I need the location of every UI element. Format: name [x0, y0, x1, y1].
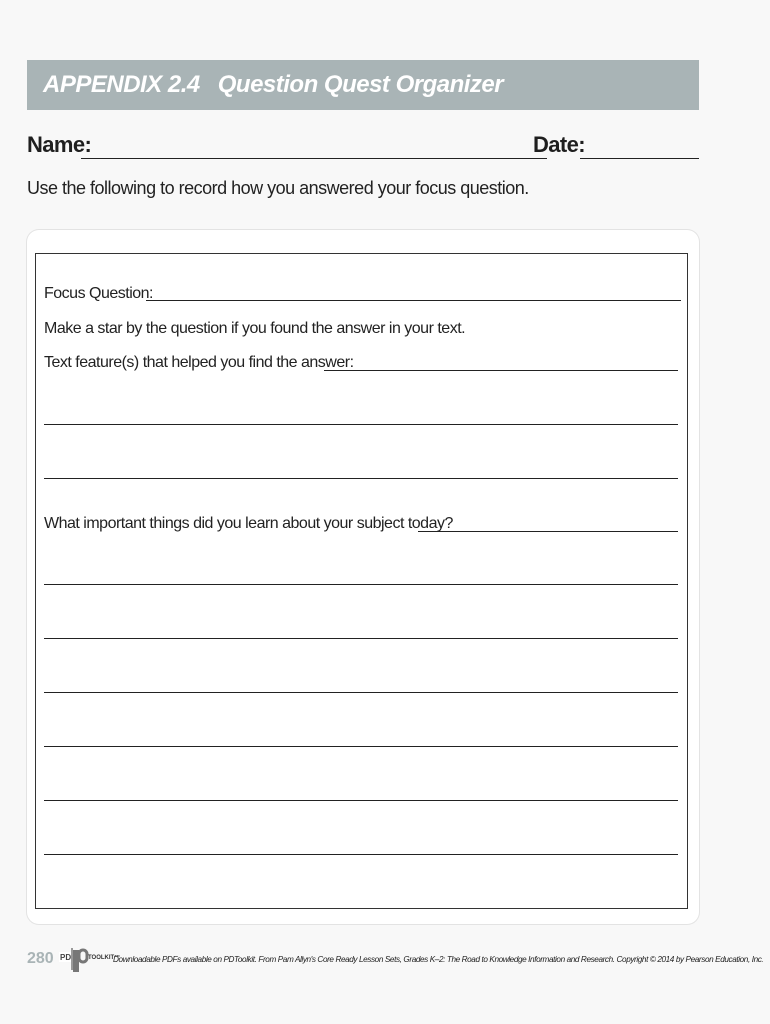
learn-line[interactable] — [44, 638, 678, 639]
footer-citation: Downloadable PDFs available on PDToolkit. From Pam Allyn's Core Ready Lesson Sets, Grades K–2: The Road to Knowledge Information and Research. Copyright © 2014 by Pearson Education, Inc. — [113, 955, 764, 964]
appendix-label: APPENDIX 2.4 — [43, 71, 200, 98]
learn-line[interactable] — [44, 692, 678, 693]
learn-line[interactable] — [44, 584, 678, 585]
toolkit-label: TOOLKIT™ — [88, 955, 121, 961]
learn-line[interactable] — [44, 800, 678, 801]
focus-question-label: Focus Question: — [44, 285, 153, 302]
page-footer — [27, 946, 764, 976]
page-number: 280 — [27, 950, 54, 967]
name-date-row — [27, 132, 699, 162]
focus-question-field[interactable] — [146, 300, 681, 301]
date-field[interactable] — [580, 158, 699, 159]
answer-line[interactable] — [44, 424, 678, 425]
form-frame — [35, 253, 688, 909]
name-label: Name: — [27, 132, 92, 157]
learn-field[interactable] — [418, 531, 678, 532]
title-banner — [27, 60, 699, 110]
pd-toolkit-logo-icon — [59, 946, 121, 974]
page-title: Question Quest Organizer — [217, 71, 504, 98]
logo-text: PD — [60, 953, 72, 962]
text-features-field[interactable] — [324, 370, 678, 371]
answer-line[interactable] — [44, 478, 678, 479]
star-instruction: Make a star by the question if you found the answer in your text. — [44, 320, 466, 337]
learn-question-label: What important things did you learn about your subject today? — [44, 515, 453, 532]
instructions-text: Use the following to record how you answered your focus question. — [27, 178, 529, 198]
text-features-label: Text feature(s) that helped you find the answer: — [44, 354, 354, 371]
learn-line[interactable] — [44, 854, 678, 855]
date-label: Date: — [533, 132, 586, 157]
learn-line[interactable] — [44, 746, 678, 747]
banner-title — [43, 71, 503, 99]
name-field[interactable] — [81, 158, 547, 159]
